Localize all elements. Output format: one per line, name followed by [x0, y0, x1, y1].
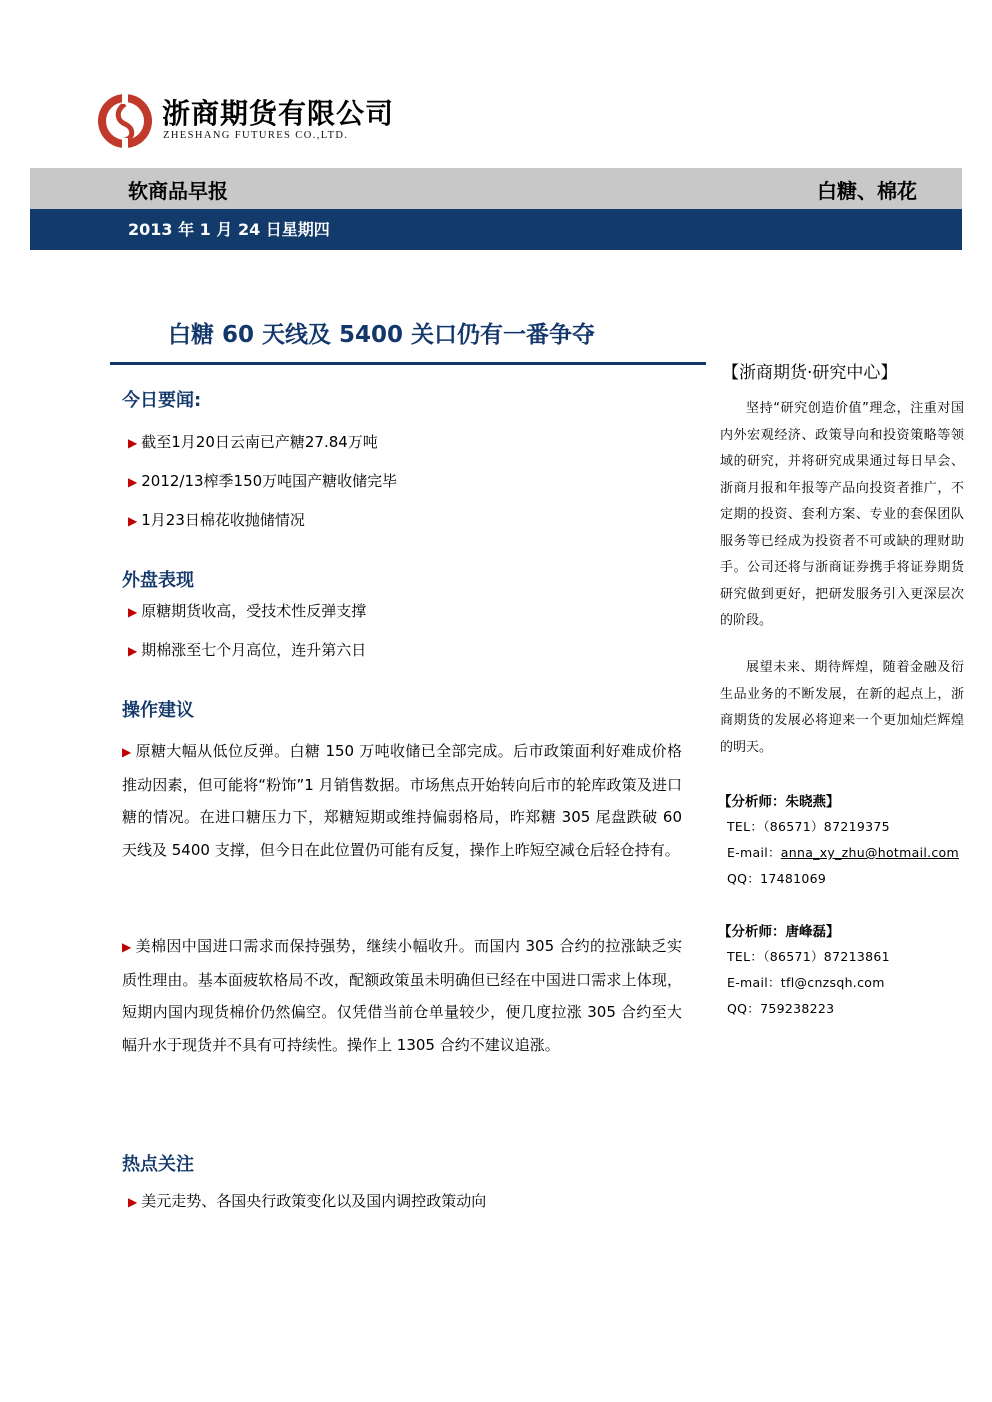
report-type: 软商品早报 [128, 179, 228, 203]
news-item-text: 截至1月20日云南已产糖27.84万吨 [141, 433, 378, 451]
headline: 白糖 60 天线及 5400 关口仍有一番争夺 [168, 322, 596, 348]
advice-paragraph-sugar [122, 735, 682, 866]
hotspot-item-text: 美元走势、各国央行政策变化以及国内调控政策动向 [141, 1192, 487, 1210]
commodities-label: 白糖、棉花 [817, 179, 917, 203]
bullet-arrow-icon: ▶ [128, 605, 138, 619]
news-item-text: 1月23日棉花收抛储情况 [141, 511, 305, 529]
analyst-tel: TEL：（86571）87213861 [727, 949, 890, 964]
analyst-title: 【分析师：朱晓燕】 [718, 794, 840, 810]
overseas-item [128, 600, 366, 621]
analyst-email-link[interactable]: anna_xy_zhu@hotmail.com [780, 845, 959, 860]
email-label: E-mail： [727, 975, 781, 990]
bullet-arrow-icon: ▶ [128, 1195, 138, 1209]
section-title-news: 今日要闻: [122, 390, 202, 411]
analyst-qq: QQ：759238223 [727, 1001, 835, 1016]
bullet-arrow-icon: ▶ [128, 436, 138, 450]
analyst-title: 【分析师：唐峰磊】 [718, 924, 840, 940]
analyst-tel: TEL：（86571）87219375 [727, 819, 890, 834]
company-name-cn: 浙商期货有限公司 [162, 97, 395, 130]
news-item-text: 2012/13榨季150万吨国产糖收储完毕 [141, 472, 398, 490]
headline-divider [110, 362, 706, 365]
company-logo [96, 92, 154, 150]
analyst-qq: QQ：17481069 [727, 871, 827, 886]
hotspot-item [128, 1190, 486, 1211]
section-title-overseas: 外盘表现 [122, 570, 194, 591]
sidebar-outlook-paragraph: 展望未来、期待辉煌，随着金融及衍生品业务的不断发展，在新的起点上，浙商期货的发展必将迎来一个更加灿烂辉煌的明天。 [720, 660, 964, 755]
email-label: E-mail： [727, 845, 781, 860]
report-date: 2013 年 1 月 24 日星期四 [128, 220, 330, 239]
analyst-email-link[interactable]: tfl@cnzsqh.com [780, 975, 885, 990]
advice-text: 原糖大幅从低位反弹。白糖 150 万吨收储已全部完成。后市政策面利好难成价格推动因素，但可能将“粉饰”1 月销售数据。市场焦点开始转向后市的轮库政策及进口糖的情况。在进口糖压力下，郑糖短期或维持偏弱格局，昨郑糖 305 尾盘跌破 60 天线及 5400 支撑，但今日在此位置仍可能有反复，操作上昨短空减仓后轻仓持有。 [122, 742, 683, 859]
bullet-arrow-icon: ▶ [128, 475, 138, 489]
company-name-en: ZHESHANG FUTURES CO.,LTD. [163, 130, 349, 141]
sidebar-title: 【浙商期货·研究中心】 [722, 363, 898, 383]
section-title-hotspot: 热点关注 [122, 1154, 194, 1175]
advice-text: 美棉因中国进口需求而保持强势，继续小幅收升。而国内 305 合约的拉涨缺乏实质性理由。基本面疲软格局不改，配额政策虽未明确但已经在中国进口需求上体现，短期内国内现货棉价仍然偏空。仅凭借当前仓单量较少，便几度拉涨 305 合约至大幅升水于现货并不具有可持续性。操作上 1305 合约不建议追涨。 [122, 937, 683, 1054]
bullet-arrow-icon: ▶ [122, 940, 132, 954]
analyst-email-row [727, 843, 959, 861]
advice-paragraph-cotton [122, 930, 682, 1061]
news-item [128, 470, 397, 491]
section-title-advice: 操作建议 [122, 700, 194, 721]
overseas-item [128, 639, 366, 660]
analyst-email-row [727, 973, 885, 991]
sidebar-intro-paragraph: 坚持“研究创造价值”理念，注重对国内外宏观经济、政策导向和投资策略等领域的研究，并将研究成果通过每日早会、浙商月报和年报等产品向投资者推广，不定期的投资、套利方案、专业的套保团队服务等已经成为投资者不可或缺的理财助手。公司还将与浙商证券携手将证券期货研究做到更好，把研发服务引入更深层次的阶段。 [720, 401, 964, 628]
overseas-item-text: 原糖期货收高，受技术性反弹支撑 [141, 602, 367, 620]
bullet-arrow-icon: ▶ [128, 644, 138, 658]
overseas-item-text: 期棉涨至七个月高位，连升第六日 [141, 641, 367, 659]
bullet-arrow-icon: ▶ [122, 745, 132, 759]
news-item [128, 509, 305, 530]
bullet-arrow-icon: ▶ [128, 514, 138, 528]
news-item [128, 431, 378, 452]
